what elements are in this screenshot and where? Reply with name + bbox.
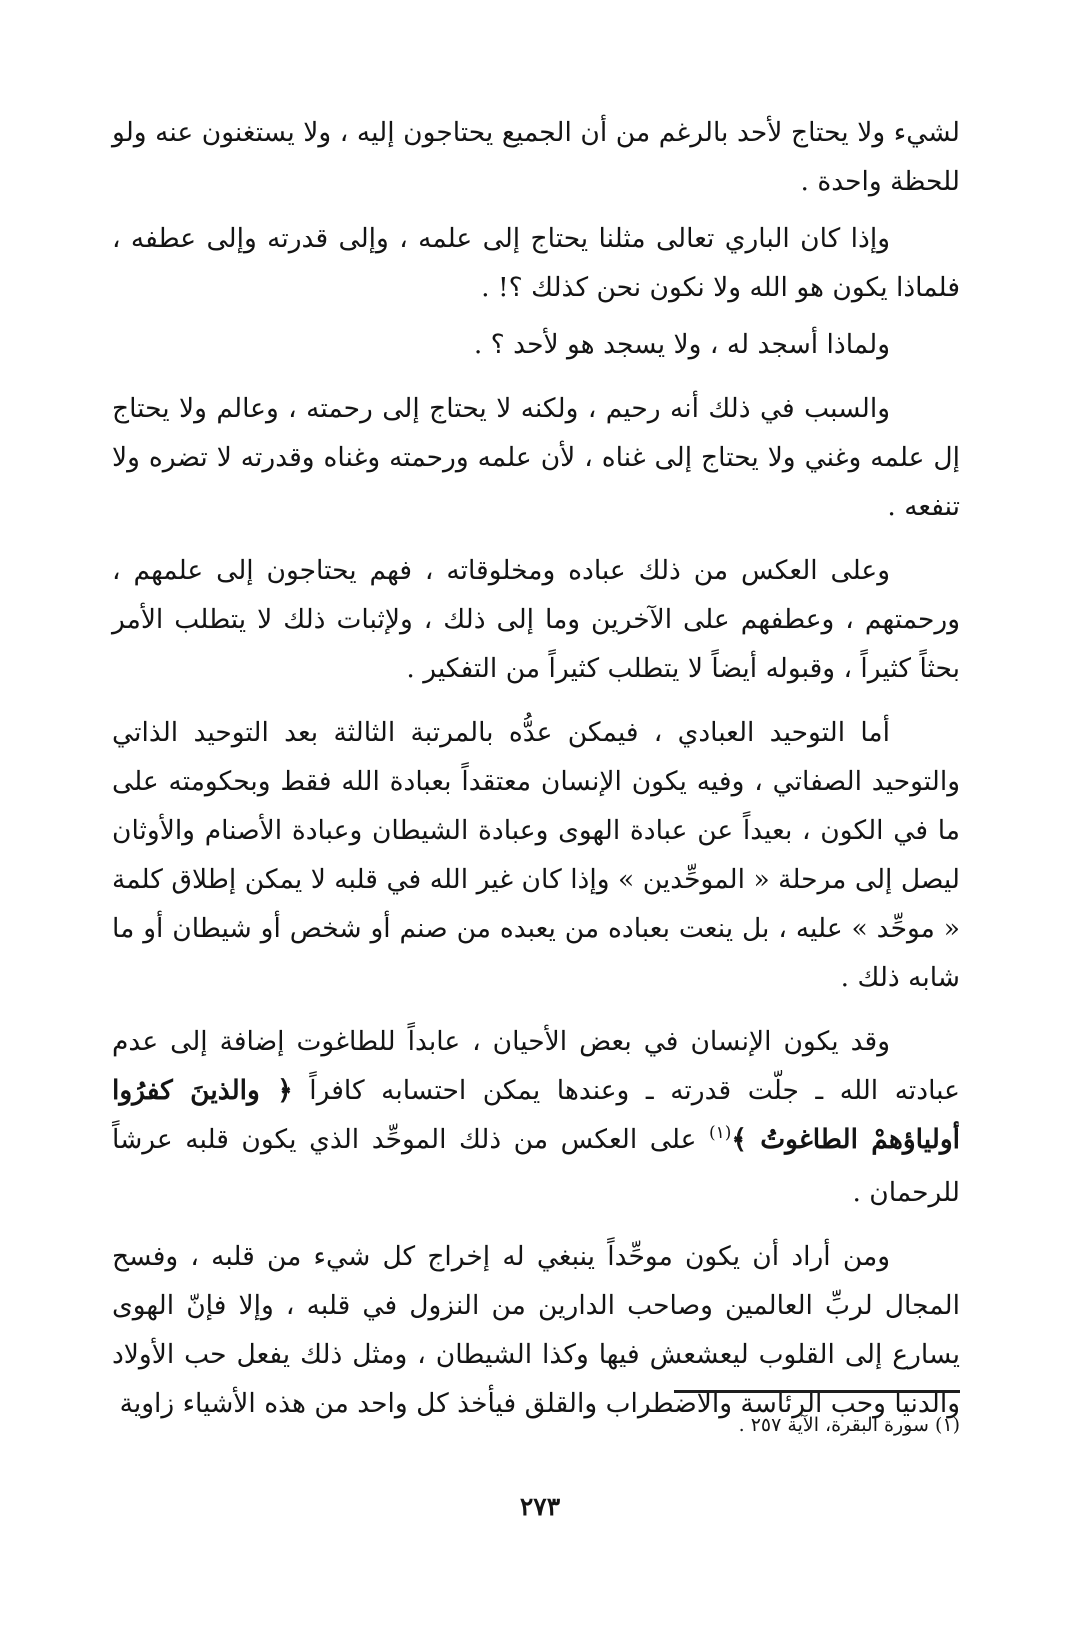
paragraph-7-lead: وقد يكون الإنسان في بعض الأحيان ، عابداً للطاغوت إضافة إلى عدم عبادته الله ـ جلّت قدرته ـ وعندها يمكن احتسابه كافراً (112, 1026, 960, 1106)
paragraph-4: والسبب في ذلك أنه رحيم ، ولكنه لا يحتاج إلى رحمته ، وعالم ولا يحتاج إل علمه وغني ولا يحتاج إلى غناه ، لأن علمه ورحمته وغناه وقدرته لا تضره ولا تنفعه . (112, 393, 960, 522)
paragraph-6: أما التوحيد العبادي ، فيمكن عدُّه بالمرتبة الثالثة بعد التوحيد الذاتي والتوحيد الصفاتي ، وفيه يكون الإنسان معتقداً بعبادة الله فقط وبحكومته على ما في الكون ، بعيداً عن عبادة الهوى وعبادة الشيطان وعبادة الأصنام والأوثان ليصل إلى مرحلة « الموحِّدين » وإذا كان غير الله في قلبه لا يمكن إطلاق كلمة « موحِّد » عليه ، بل ينعت بعباده من يعبده من صنم أو شخص أو شيطان أو ما شابه ذلك . (112, 717, 960, 993)
paragraph-7-tail: على العكس من ذلك الموحِّد الذي يكون قلبه عرشاً للرحمان . (112, 1124, 960, 1208)
paragraph-3: ولماذا أسجد له ، ولا يسجد هو لأحد ؟ . (473, 329, 890, 360)
paragraph-1: لشيء ولا يحتاج لأحد بالرغم من أن الجميع يحتاجون إليه ، ولا يستغنون عنه ولو للحظة واحدة . (112, 117, 960, 197)
paragraph-7 (112, 1017, 960, 1217)
footnote-separator (674, 1390, 960, 1393)
quran-quote: ﴿ والذينَ كفرُوا أولياؤهمْ الطاغوتُ ﴾ (112, 1075, 960, 1155)
footnote-marker: (١) (708, 1123, 732, 1143)
paragraph-8: ومن أراد أن يكون موحِّداً ينبغي له إخراج كل شيء من قلبه ، وفسح المجال لربِّ العالمين وصاحب الدارين من النزول في قلبه ، وإلا فإنّ الهوى يسارع إلى القلوب ليعشعش فيها وكذا الشيطان ، ومثل ذلك يفعل حب الأولاد والدنيا وحب الرئاسة والاضطراب والقلق فيأخذ كل واحد من هذه الأشياء زاوية (112, 1241, 960, 1419)
page-number: ٢٧٣ (519, 1492, 561, 1521)
paragraph-5: وعلى العكس من ذلك عباده ومخلوقاته ، فهم يحتاجون إلى علمهم ، ورحمتهم ، وعطفهم على الآخرين وما إلى ذلك ، ولإثبات ذلك لا يتطلب الأمر بحثاً كثيراً ، وقبوله أيضاً لا يتطلب كثيراً من التفكير . (112, 555, 960, 684)
body-text (112, 108, 960, 1443)
footnote: (١) سورة البقرة، الآية ٢٥٧ . (738, 1414, 960, 1436)
paragraph-2: وإذا كان الباري تعالى مثلنا يحتاج إلى علمه ، وإلى قدرته وإلى عطفه ، فلماذا يكون هو الله ولا نكون نحن كذلك ؟! . (112, 223, 960, 303)
